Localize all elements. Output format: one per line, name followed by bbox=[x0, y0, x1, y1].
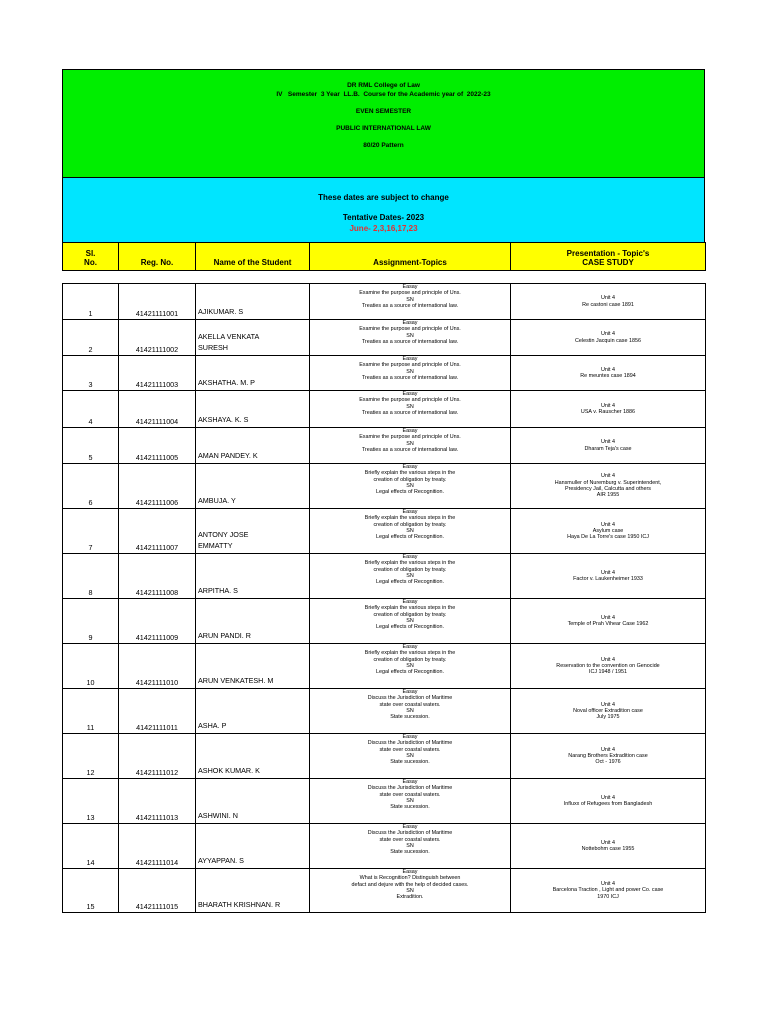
table-row bbox=[63, 356, 706, 391]
presentation-line: Unit 4 bbox=[600, 402, 616, 409]
assignment-line: SN bbox=[406, 403, 414, 410]
assignment-line: creation of obligation by treaty. bbox=[373, 521, 447, 528]
row-student-name: ASHWINI. N bbox=[196, 779, 310, 824]
assignment-line: SN bbox=[406, 572, 414, 579]
presentation-line: Unit 4 bbox=[600, 839, 616, 846]
assignment-line: Easay bbox=[402, 869, 418, 875]
assignment-line: Legal effects of Recognition. bbox=[376, 624, 444, 631]
presentation-line: Unit 4 bbox=[600, 701, 616, 708]
assignment-line: SN bbox=[406, 707, 414, 714]
table-row bbox=[63, 599, 706, 644]
row-student-name: ARPITHA. S bbox=[196, 554, 310, 599]
presentation-line: Reservation to the convention on Genocide bbox=[556, 662, 660, 669]
college-header bbox=[62, 69, 705, 178]
assignment-line: Discuss the Jurisdiction of Maritime bbox=[367, 740, 453, 747]
table-row bbox=[63, 554, 706, 599]
assignment-line: Legal effects of Recognition. bbox=[376, 669, 444, 676]
assignment-line: SN bbox=[406, 662, 414, 669]
assignment-line: creation of obligation by treaty. bbox=[373, 656, 447, 663]
presentation-line: Factor v. Laukenheimer 1933 bbox=[573, 576, 643, 582]
assignment-line: SN bbox=[406, 752, 414, 759]
assignment-line: Easay bbox=[402, 689, 418, 695]
row-student-name: BHARATH KRISHNAN. R bbox=[196, 869, 310, 913]
students-table bbox=[62, 242, 706, 913]
assignment-line: Easay bbox=[402, 734, 418, 740]
row-sl-no: 14 bbox=[63, 824, 119, 869]
row-reg-no: 41421111010 bbox=[119, 644, 196, 689]
row-assignment-topics bbox=[310, 779, 511, 824]
col-header-sl: Sl. No. bbox=[63, 243, 119, 271]
presentation-line: Unit 4 bbox=[600, 521, 616, 528]
row-sl-no: 11 bbox=[63, 689, 119, 734]
row-reg-no: 41421111004 bbox=[119, 391, 196, 428]
presentation-line: Barcelona Traction , Light and power Co. case bbox=[552, 887, 664, 894]
assignment-line: SN bbox=[406, 617, 414, 624]
assignment-line: Examine the purpose and principle of Uns. bbox=[359, 290, 461, 297]
row-assignment-topics bbox=[310, 599, 511, 644]
table-row bbox=[63, 284, 706, 320]
assignment-line: Easay bbox=[402, 391, 418, 397]
table-row bbox=[63, 779, 706, 824]
row-presentation-topic bbox=[511, 779, 706, 824]
row-sl-no: 7 bbox=[63, 509, 119, 554]
col-header-presentation: Presentation - Topic's CASE STUDY bbox=[511, 243, 706, 271]
assignment-line: Easay bbox=[402, 320, 418, 326]
presentation-line: Influxx of Refugees from Bangladesh bbox=[563, 801, 653, 807]
assignment-line: SN bbox=[406, 842, 414, 849]
col-header-name: Name of the Student bbox=[196, 243, 310, 271]
subject-title: PUBLIC INTERNATIONAL LAW bbox=[336, 125, 431, 132]
row-sl-no: 3 bbox=[63, 356, 119, 391]
table-row bbox=[63, 320, 706, 356]
assignment-line: SN bbox=[406, 797, 414, 804]
row-reg-no: 41421111013 bbox=[119, 779, 196, 824]
row-presentation-topic bbox=[511, 734, 706, 779]
assignment-line: Easay bbox=[402, 428, 418, 434]
row-presentation-topic bbox=[511, 509, 706, 554]
assignment-line: Legal effects of Recognition. bbox=[376, 534, 444, 541]
assignment-line: Easay bbox=[402, 554, 418, 560]
row-assignment-topics bbox=[310, 689, 511, 734]
table-row bbox=[63, 734, 706, 779]
presentation-line: Unit 4 bbox=[600, 569, 616, 576]
table-row bbox=[63, 464, 706, 509]
presentation-line: Unit 4 bbox=[600, 331, 616, 338]
presentation-line: Haya De La Torre's case 1950 ICJ bbox=[567, 534, 649, 541]
students-table-body bbox=[63, 284, 706, 913]
row-presentation-topic bbox=[511, 464, 706, 509]
presentation-line: Presidency Jail, Calcutta and others bbox=[565, 486, 651, 492]
table-row bbox=[63, 644, 706, 689]
row-presentation-topic bbox=[511, 869, 706, 913]
assignment-line: Easay bbox=[402, 824, 418, 830]
assignment-line: Easay bbox=[402, 599, 418, 605]
assignment-line: Legal effects of Recognition. bbox=[376, 489, 444, 496]
semester-label: EVEN SEMESTER bbox=[355, 108, 412, 115]
row-student-name: AYYAPPAN. S bbox=[196, 824, 310, 869]
assignment-line: State sucession. bbox=[390, 849, 430, 856]
assignment-line: Treaties as a source of international law. bbox=[361, 338, 459, 345]
presentation-line: July 1975 bbox=[596, 714, 620, 721]
assignment-line: What is Recognition? Distinguish between bbox=[359, 875, 461, 882]
assignment-line: SN bbox=[406, 332, 414, 339]
assignment-line: Easay bbox=[402, 284, 418, 290]
row-presentation-topic bbox=[511, 428, 706, 464]
row-assignment-topics bbox=[310, 428, 511, 464]
table-row bbox=[63, 689, 706, 734]
row-student-name: ARUN PANDI. R bbox=[196, 599, 310, 644]
row-presentation-topic bbox=[511, 689, 706, 734]
assignment-line: Briefly explain the various steps in the bbox=[364, 470, 456, 477]
col-header-assignment: Assignment-Topics bbox=[310, 243, 511, 271]
dates-list: June- 2,3,16,17,23 bbox=[349, 224, 418, 233]
presentation-line: Dharam Teja's case bbox=[584, 445, 632, 452]
row-reg-no: 41421111015 bbox=[119, 869, 196, 913]
row-assignment-topics bbox=[310, 284, 511, 320]
assignment-line: Legal effects of Recognition. bbox=[376, 579, 444, 586]
assignment-line: Treaties as a source of international law. bbox=[361, 446, 459, 453]
presentation-line: Noval officer Extradition case bbox=[573, 707, 643, 714]
presentation-line: Unit 4 bbox=[600, 473, 616, 480]
row-assignment-topics bbox=[310, 391, 511, 428]
assignment-line: Extradition. bbox=[396, 894, 424, 901]
presentation-line: Celestin Jacquin case 1856 bbox=[575, 337, 641, 344]
row-student-name: AMAN PANDEY. K bbox=[196, 428, 310, 464]
row-student-name: ASHA. P bbox=[196, 689, 310, 734]
row-presentation-topic bbox=[511, 554, 706, 599]
row-presentation-topic bbox=[511, 391, 706, 428]
row-assignment-topics bbox=[310, 356, 511, 391]
presentation-line: 1970 ICJ bbox=[597, 893, 619, 900]
row-assignment-topics bbox=[310, 509, 511, 554]
assignment-line: SN bbox=[406, 440, 414, 447]
row-assignment-topics bbox=[310, 734, 511, 779]
assignment-line: SN bbox=[406, 368, 414, 375]
presentation-line: Unit 4 bbox=[600, 614, 616, 621]
assignment-line: State sucession. bbox=[390, 714, 430, 721]
assignment-line: creation of obligation by treaty. bbox=[373, 476, 447, 483]
row-reg-no: 41421111008 bbox=[119, 554, 196, 599]
presentation-line: Nottebohm case 1955 bbox=[581, 846, 635, 852]
row-assignment-topics bbox=[310, 464, 511, 509]
row-student-name: ANTONY JOSE EMMATTY bbox=[196, 509, 310, 554]
presentation-line: Unit 4 bbox=[600, 366, 616, 373]
assignment-line: Discuss the Jurisdiction of Maritime bbox=[367, 830, 453, 837]
row-sl-no: 4 bbox=[63, 391, 119, 428]
row-reg-no: 41421111001 bbox=[119, 284, 196, 320]
row-reg-no: 41421111012 bbox=[119, 734, 196, 779]
presentation-line: ICJ 1948 / 1951 bbox=[588, 669, 628, 676]
assignment-line: Briefly explain the various steps in the bbox=[364, 605, 456, 612]
assignment-line: SN bbox=[406, 887, 414, 894]
row-student-name: ASHOK KUMAR. K bbox=[196, 734, 310, 779]
row-student-name: ARUN VENKATESH. M bbox=[196, 644, 310, 689]
row-sl-no: 9 bbox=[63, 599, 119, 644]
row-sl-no: 12 bbox=[63, 734, 119, 779]
row-student-name: AKSHATHA. M. P bbox=[196, 356, 310, 391]
table-row bbox=[63, 869, 706, 913]
tentative-dates-label: Tentative Dates- 2023 bbox=[342, 213, 425, 222]
pattern-label: 80/20 Pattern bbox=[363, 142, 404, 149]
dates-notice bbox=[62, 178, 705, 242]
presentation-line: Unit 4 bbox=[600, 746, 616, 753]
row-assignment-topics bbox=[310, 824, 511, 869]
presentation-line: Temple of Prah Vihear Case 1962 bbox=[567, 621, 649, 627]
assignment-line: Easay bbox=[402, 779, 418, 785]
table-row bbox=[63, 428, 706, 464]
row-reg-no: 41421111002 bbox=[119, 320, 196, 356]
assignment-line: state over coastal waters. bbox=[379, 746, 441, 753]
assignment-line: SN bbox=[406, 296, 414, 303]
assignment-line: state over coastal waters. bbox=[379, 701, 441, 708]
row-presentation-topic bbox=[511, 320, 706, 356]
assignment-line: state over coastal waters. bbox=[379, 836, 441, 843]
row-assignment-topics bbox=[310, 320, 511, 356]
row-presentation-topic bbox=[511, 824, 706, 869]
presentation-line: Re castoni case 1891 bbox=[582, 301, 634, 308]
assignment-line: Briefly explain the various steps in the bbox=[364, 560, 456, 567]
row-sl-no: 6 bbox=[63, 464, 119, 509]
presentation-line: Hansmuller of Nuremburg v. Superintendent, bbox=[554, 479, 662, 486]
row-sl-no: 15 bbox=[63, 869, 119, 913]
presentation-line: Asylum case bbox=[592, 527, 624, 534]
presentation-line: Unit 4 bbox=[600, 656, 616, 663]
assignment-line: Discuss the Jurisdiction of Maritime bbox=[367, 785, 453, 792]
subject-to-change-note: These dates are subject to change bbox=[318, 193, 449, 202]
schedule-sheet bbox=[62, 69, 705, 913]
assignment-line: Treaties as a source of international law. bbox=[361, 409, 459, 416]
assignment-line: Examine the purpose and principle of Uns. bbox=[359, 434, 461, 441]
row-reg-no: 41421111014 bbox=[119, 824, 196, 869]
row-sl-no: 1 bbox=[63, 284, 119, 320]
presentation-line: AIR 1955 bbox=[596, 492, 620, 499]
assignment-line: Easay bbox=[402, 464, 418, 470]
assignment-line: Easay bbox=[402, 356, 418, 362]
assignment-line: Treaties as a source of international law. bbox=[361, 302, 459, 309]
row-sl-no: 8 bbox=[63, 554, 119, 599]
assignment-line: Discuss the Jurisdiction of Maritime bbox=[367, 695, 453, 702]
row-student-name: AKELLA VENKATA SURESH bbox=[196, 320, 310, 356]
assignment-line: Briefly explain the various steps in the bbox=[364, 515, 456, 522]
row-presentation-topic bbox=[511, 599, 706, 644]
row-reg-no: 41421111007 bbox=[119, 509, 196, 554]
row-presentation-topic bbox=[511, 644, 706, 689]
course-line: IV Semester 3 Year LL.B. Course for the Academic year of 2022-23 bbox=[276, 91, 491, 98]
assignment-line: Easay bbox=[402, 644, 418, 650]
row-sl-no: 5 bbox=[63, 428, 119, 464]
presentation-line: Narang Brothers Extradition case bbox=[568, 752, 648, 759]
row-assignment-topics bbox=[310, 869, 511, 913]
row-reg-no: 41421111006 bbox=[119, 464, 196, 509]
row-sl-no: 10 bbox=[63, 644, 119, 689]
assignment-line: Treaties as a source of international law. bbox=[361, 374, 459, 381]
row-student-name: AJIKUMAR. S bbox=[196, 284, 310, 320]
row-assignment-topics bbox=[310, 644, 511, 689]
row-sl-no: 2 bbox=[63, 320, 119, 356]
assignment-line: Examine the purpose and principle of Uns. bbox=[359, 326, 461, 333]
assignment-line: State sucession. bbox=[390, 759, 430, 766]
assignment-line: creation of obligation by treaty. bbox=[373, 566, 447, 573]
row-sl-no: 13 bbox=[63, 779, 119, 824]
col-header-reg: Reg. No. bbox=[119, 243, 196, 271]
presentation-line: Unit 4 bbox=[600, 881, 616, 888]
college-name: DR RML College of Law bbox=[347, 82, 420, 89]
row-reg-no: 41421111009 bbox=[119, 599, 196, 644]
presentation-line: Unit 4 bbox=[600, 794, 616, 801]
row-reg-no: 41421111011 bbox=[119, 689, 196, 734]
assignment-line: creation of obligation by treaty. bbox=[373, 611, 447, 618]
table-row bbox=[63, 824, 706, 869]
row-reg-no: 41421111005 bbox=[119, 428, 196, 464]
row-student-name: AMBUJA. Y bbox=[196, 464, 310, 509]
presentation-line: Unit 4 bbox=[600, 439, 616, 446]
assignment-line: Examine the purpose and principle of Uns. bbox=[359, 362, 461, 369]
table-row bbox=[63, 391, 706, 428]
assignment-line: defact and dejure with the help of decided cases. bbox=[351, 881, 469, 888]
presentation-line: Unit 4 bbox=[600, 295, 616, 302]
row-presentation-topic bbox=[511, 356, 706, 391]
presentation-line: Oct - 1976 bbox=[595, 759, 621, 766]
assignment-line: SN bbox=[406, 527, 414, 534]
row-reg-no: 41421111003 bbox=[119, 356, 196, 391]
presentation-line: USA v. Rauscher 1886 bbox=[580, 409, 636, 415]
assignment-line: Easay bbox=[402, 509, 418, 515]
assignment-line: SN bbox=[406, 482, 414, 489]
assignment-line: State sucession. bbox=[390, 804, 430, 811]
presentation-line: Re meuntes case 1894 bbox=[580, 373, 636, 379]
row-assignment-topics bbox=[310, 554, 511, 599]
table-row bbox=[63, 509, 706, 554]
table-header-row bbox=[63, 243, 706, 271]
assignment-line: Examine the purpose and principle of Uns. bbox=[359, 397, 461, 404]
row-student-name: AKSHAYA. K. S bbox=[196, 391, 310, 428]
assignment-line: state over coastal waters. bbox=[379, 791, 441, 798]
row-presentation-topic bbox=[511, 284, 706, 320]
assignment-line: Briefly explain the various steps in the bbox=[364, 650, 456, 657]
